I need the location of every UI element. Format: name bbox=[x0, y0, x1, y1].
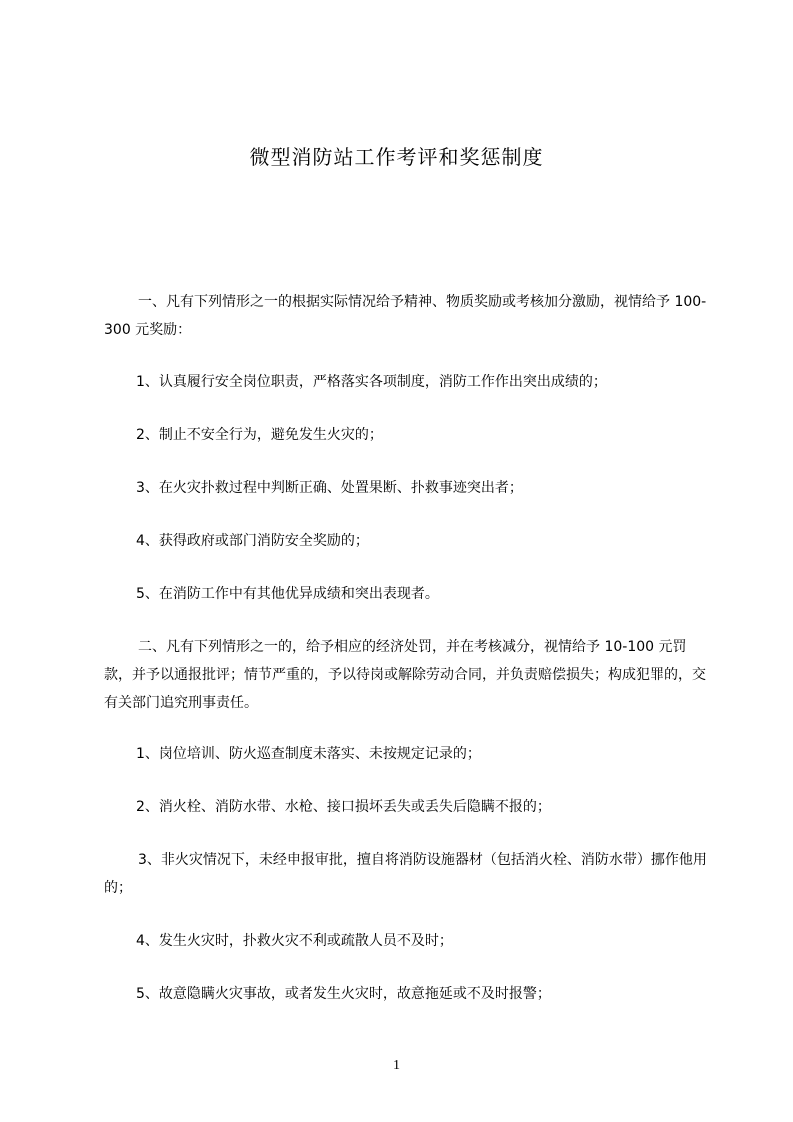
section2-item-4-text: 4、发生火灾时，扑救火灾不利或疏散人员不及时； bbox=[136, 933, 453, 949]
section2-item-3 bbox=[104, 846, 708, 902]
section2-item-2-text: 2、消火栓、消防水带、水枪、接口损坏丢失或丢失后隐瞒不报的； bbox=[136, 799, 551, 815]
section1-intro bbox=[104, 288, 708, 344]
section2-item-1 bbox=[136, 740, 696, 768]
section2-item-4 bbox=[136, 927, 696, 955]
section1-item-1-text: 1、认真履行安全岗位职责，严格落实各项制度，消防工作作出突出成绩的； bbox=[136, 374, 607, 390]
section2-item-3-text: 3、非火灾情况下，未经申报审批，擅自将消防设施器材（包括消火栓、消防水带）挪作他用的； bbox=[104, 852, 707, 896]
section2-item-5-text: 5、故意隐瞒火灾事故，或者发生火灾时，故意拖延或不及时报警； bbox=[136, 986, 551, 1002]
section2-intro bbox=[104, 633, 708, 717]
section2-item-5 bbox=[136, 980, 696, 1008]
section1-item-5-text: 5、在消防工作中有其他优异成绩和突出表现者。 bbox=[136, 586, 439, 602]
section1-item-2-text: 2、制止不安全行为，避免发生火灾的； bbox=[136, 427, 383, 443]
section1-item-2 bbox=[136, 421, 696, 449]
section1-item-4 bbox=[136, 527, 696, 555]
section1-item-1 bbox=[136, 368, 696, 396]
section1-item-3-text: 3、在火灾扑救过程中判断正确、处置果断、扑救事迹突出者； bbox=[136, 480, 523, 496]
section1-intro-text: 一、凡有下列情形之一的根据实际情况给予精神、物质奖励或考核加分激励，视情给予 100-300 元奖励： bbox=[104, 294, 707, 338]
page-title: 微型消防站工作考评和奖惩制度 bbox=[249, 145, 544, 169]
section1-item-4-text: 4、获得政府或部门消防安全奖励的； bbox=[136, 533, 369, 549]
section1-item-3 bbox=[136, 474, 696, 502]
section2-intro-text: 二、凡有下列情形之一的，给予相应的经济处罚，并在考核减分，视情给予 10-100 元罚款，并予以通报批评；情节严重的，予以待岗或解除劳动合同，并负责赔偿损失；构成犯罪的，交有关部门追究刑事责任。 bbox=[104, 639, 706, 711]
section2-item-2 bbox=[136, 793, 696, 821]
section1-item-5 bbox=[136, 580, 696, 608]
page-number: 1 bbox=[393, 1058, 400, 1073]
section2-item-1-text: 1、岗位培训、防火巡查制度未落实、未按规定记录的； bbox=[136, 746, 481, 762]
